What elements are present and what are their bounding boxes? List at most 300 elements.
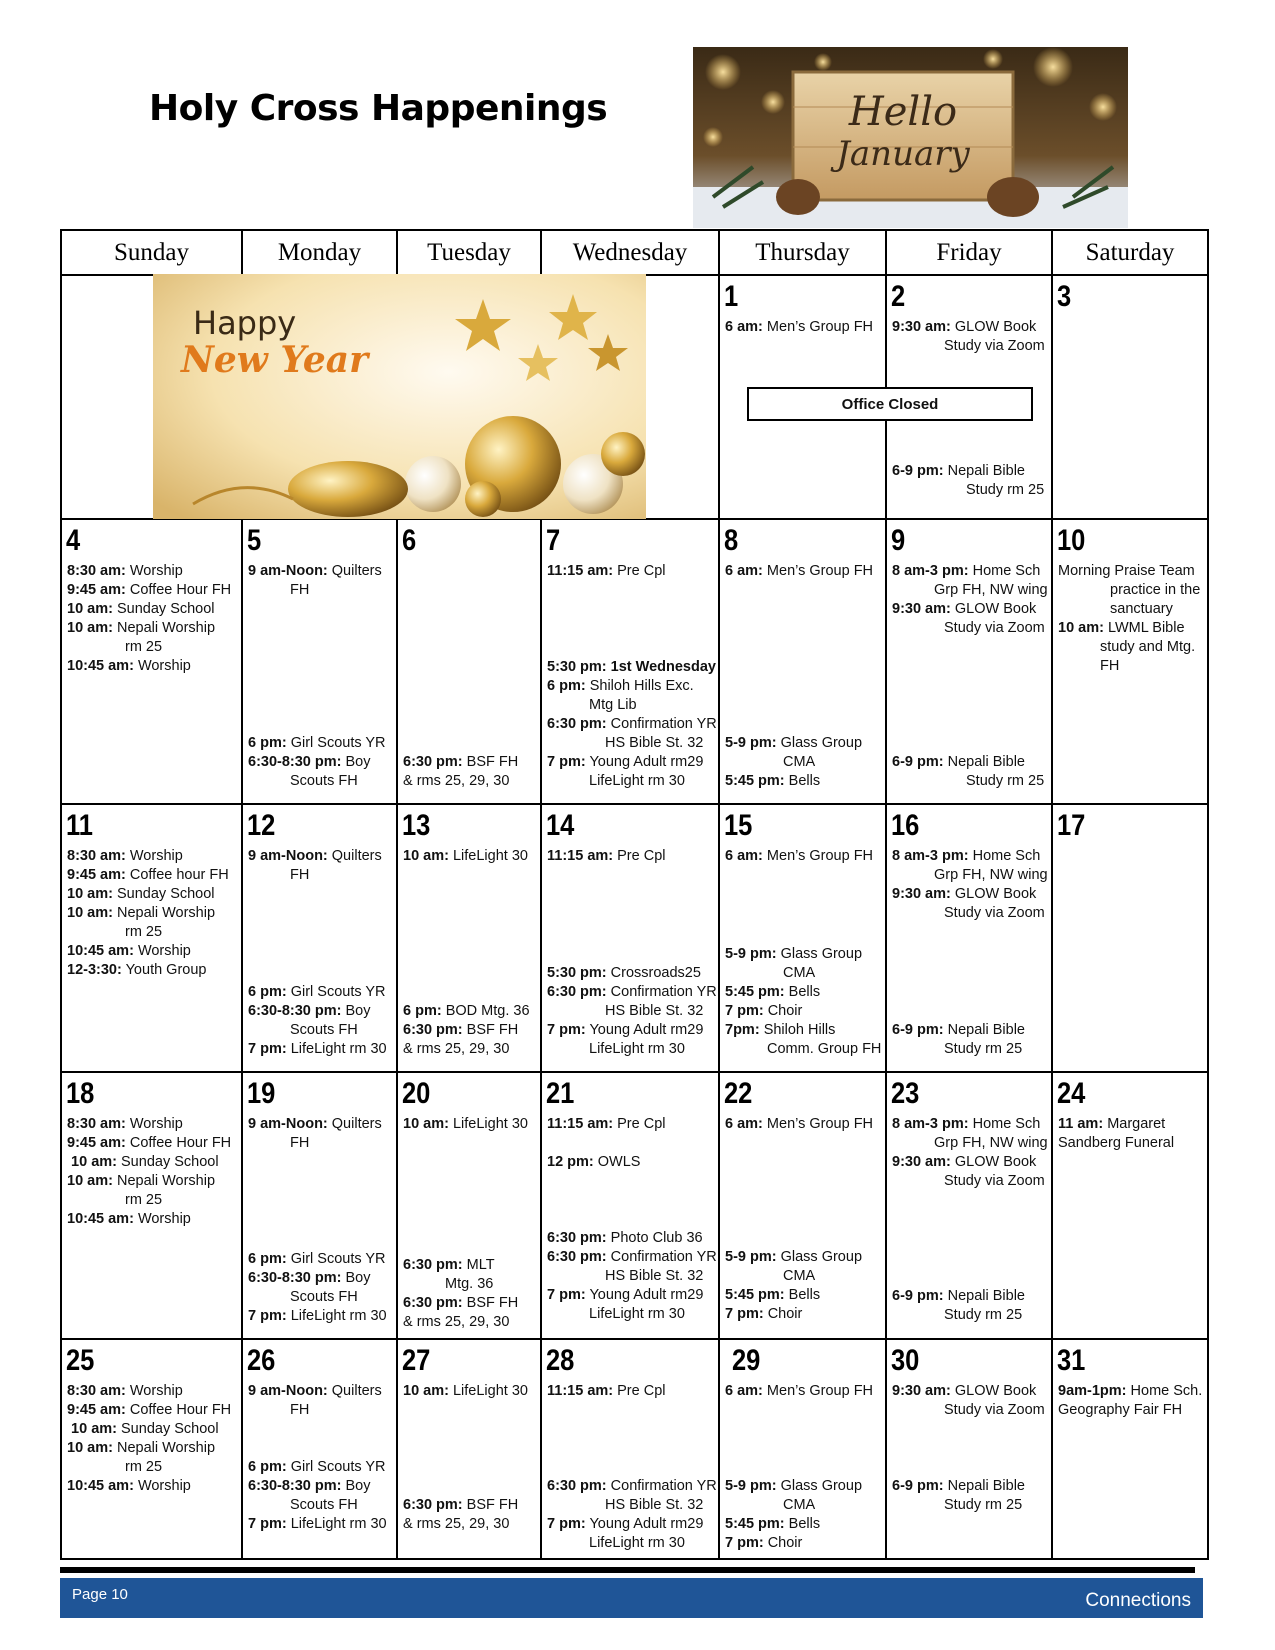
event-time: 6 pm:: [248, 1251, 287, 1267]
day-cell-25[interactable]: [62, 1340, 243, 1560]
day-events: [67, 562, 238, 676]
event-time: 6 pm:: [403, 1003, 442, 1019]
day-cell-8[interactable]: [720, 520, 887, 805]
event-time: 6-9 pm:: [892, 1022, 944, 1038]
event-time: 10 am:: [403, 1383, 449, 1399]
day-events: [547, 847, 715, 866]
event-desc: Boy: [345, 1003, 371, 1019]
event-desc: Glass Group: [780, 1249, 863, 1265]
day-events: [547, 658, 715, 791]
event-desc-cont: Sandberg Funeral: [1058, 1135, 1175, 1151]
day-events: [547, 964, 715, 1059]
event-time: 6 am:: [725, 563, 763, 579]
event-time: 5-9 pm:: [725, 946, 777, 962]
event-time: 9:45 am:: [67, 1135, 126, 1151]
event-desc-cont: study and Mtg.: [1100, 639, 1196, 655]
day-number: 29: [732, 1344, 761, 1377]
event-desc: Young Adult rm29: [589, 1516, 704, 1532]
day-events: [892, 1382, 1048, 1420]
event-time: 5:45 pm:: [725, 773, 785, 789]
event-time: 9 am-Noon:: [248, 848, 328, 864]
event-desc: Worship: [137, 658, 191, 674]
event-desc: Nepali Bible: [947, 1022, 1025, 1038]
event-time: 6-9 pm:: [892, 1288, 944, 1304]
day-cell-28[interactable]: [542, 1340, 720, 1560]
day-number: 5: [247, 524, 262, 557]
day-cell-26[interactable]: [243, 1340, 398, 1560]
event-desc: Choir: [767, 1306, 803, 1322]
event-desc: LifeLight rm 30: [290, 1041, 387, 1057]
event-time: 7pm:: [725, 1022, 760, 1038]
day-events: [1058, 562, 1204, 676]
event-desc: Men’s Group FH: [766, 848, 874, 864]
event-desc: Worship: [129, 848, 183, 864]
event-time: 5-9 pm:: [725, 1478, 777, 1494]
day-number: 9: [891, 524, 906, 557]
event-time: 12 pm:: [547, 1154, 594, 1170]
event-time: 6-9 pm:: [892, 754, 944, 770]
event-desc-cont: Scouts FH: [290, 1289, 358, 1305]
event-time: 11:15 am:: [547, 1383, 614, 1399]
event-time: 6:30 pm:: [403, 1497, 463, 1513]
event-time: 10:45 am:: [67, 943, 134, 959]
event-desc: Sunday School: [116, 601, 215, 617]
day-events: [547, 1229, 715, 1324]
event-desc-cont: HS Bible St. 32: [605, 735, 704, 751]
event-desc: Bells: [788, 984, 821, 1000]
day-number: 23: [891, 1077, 920, 1110]
day-cell-5[interactable]: [243, 520, 398, 805]
event-time: 6 pm:: [547, 678, 586, 694]
event-desc: LifeLight rm 30: [290, 1516, 387, 1532]
event-time: 10:45 am:: [67, 658, 134, 674]
hello-text: Hello: [848, 89, 958, 135]
event-time: 6:30 pm:: [403, 1257, 463, 1273]
day-events: [1058, 1382, 1204, 1420]
event-desc: GLOW Book: [954, 1383, 1037, 1399]
office-closed-note: Office Closed: [747, 387, 1033, 421]
event-desc: LifeLight rm 30: [290, 1308, 387, 1324]
event-time: 7 pm:: [248, 1516, 287, 1532]
january-text: January: [836, 134, 970, 174]
day-cell-16[interactable]: [887, 805, 1053, 1073]
event-desc: Confirmation YR: [610, 716, 717, 732]
event-desc: BSF FH: [466, 754, 519, 770]
day-cell-30[interactable]: [887, 1340, 1053, 1560]
day-cell-7[interactable]: [542, 520, 720, 805]
day-number: 1: [724, 280, 739, 313]
event-desc-cont: FH: [290, 1135, 310, 1151]
day-cell-21[interactable]: [542, 1073, 720, 1340]
day-number: 13: [402, 809, 431, 842]
day-number: 24: [1057, 1077, 1086, 1110]
event-desc-cont: sanctuary: [1110, 601, 1173, 617]
event-time: 6:30 pm:: [403, 1022, 463, 1038]
day-number: 12: [247, 809, 276, 842]
event-time: 6:30 pm:: [547, 1478, 607, 1494]
event-desc-cont: Scouts FH: [290, 1497, 358, 1513]
weekday-tuesday: Tuesday: [398, 231, 542, 276]
event-time: 9:30 am:: [892, 319, 951, 335]
event-desc: Boy: [345, 754, 371, 770]
event-desc: Men’s Group FH: [766, 319, 874, 335]
day-events: [248, 562, 393, 600]
day-number: 31: [1057, 1344, 1086, 1377]
event-desc: Choir: [767, 1003, 803, 1019]
day-events: [403, 1496, 537, 1534]
event-time: 10 am:: [67, 1440, 113, 1456]
event-time: 5-9 pm:: [725, 735, 777, 751]
event-time: 10 am:: [67, 1173, 113, 1189]
event-desc: Home Sch: [972, 563, 1041, 579]
event-time: 6:30 pm:: [547, 1249, 607, 1265]
event-desc: Coffee Hour FH: [129, 1402, 232, 1418]
weekday-saturday: Saturday: [1053, 231, 1207, 276]
event-desc-cont: Study rm 25: [944, 1307, 1023, 1323]
hello-january-image: [693, 47, 1128, 228]
event-desc: Nepali Bible: [947, 754, 1025, 770]
event-desc-cont: & rms 25, 29, 30: [403, 1516, 510, 1532]
day-cell-27[interactable]: [398, 1340, 542, 1560]
day-events: [403, 1115, 537, 1134]
event-desc: BOD Mtg. 36: [445, 1003, 530, 1019]
event-desc: 1st Wednesday: [610, 659, 716, 675]
event-desc: Quilters: [331, 563, 382, 579]
day-events: [725, 1477, 882, 1553]
day-events: [725, 734, 882, 791]
day-cell-22[interactable]: [720, 1073, 887, 1340]
event-desc: GLOW Book: [954, 886, 1037, 902]
event-desc: Glass Group: [780, 1478, 863, 1494]
day-cell-3[interactable]: [1053, 276, 1207, 520]
event-desc-cont: FH: [290, 1402, 310, 1418]
event-desc-cont: HS Bible St. 32: [605, 1003, 704, 1019]
day-events: [403, 753, 537, 791]
event-desc: Photo Club 36: [610, 1230, 703, 1246]
event-desc: Sunday School: [116, 886, 215, 902]
event-desc: Boy: [345, 1270, 371, 1286]
day-number: 2: [891, 280, 906, 313]
event-desc: Worship: [129, 1116, 183, 1132]
event-time: 11 am:: [1058, 1116, 1104, 1132]
event-desc-cont: FH: [1100, 658, 1120, 674]
event-desc: Worship: [129, 1383, 183, 1399]
event-time: 6 am:: [725, 1116, 763, 1132]
event-time: 6 pm:: [248, 735, 287, 751]
day-events: [725, 318, 882, 337]
event-desc: Men’s Group FH: [766, 1116, 874, 1132]
event-desc: Confirmation YR: [610, 1249, 717, 1265]
event-desc: Morning Praise Team: [1058, 563, 1195, 579]
event-time: 9 am-Noon:: [248, 1116, 328, 1132]
event-desc: Glass Group: [780, 946, 863, 962]
event-desc: LifeLight 30: [452, 848, 528, 864]
event-desc: Quilters: [331, 1116, 382, 1132]
event-desc: Nepali Bible: [947, 1288, 1025, 1304]
event-time: 5:45 pm:: [725, 984, 785, 1000]
event-time: 10 am:: [1058, 620, 1104, 636]
day-number: 3: [1057, 280, 1072, 313]
event-desc: Worship: [137, 1211, 191, 1227]
event-desc: Young Adult rm29: [589, 1022, 704, 1038]
event-desc: Nepali Worship: [116, 1440, 216, 1456]
event-desc: Pre Cpl: [617, 1383, 666, 1399]
day-events: [67, 1382, 238, 1496]
day-cell-19[interactable]: [243, 1073, 398, 1340]
event-desc: Coffee Hour FH: [129, 1135, 232, 1151]
event-desc: Men’s Group FH: [766, 563, 874, 579]
event-time: 5:30 pm:: [547, 965, 607, 981]
event-time: 6 pm:: [248, 1459, 287, 1475]
event-desc: Worship: [137, 943, 191, 959]
event-desc: Shiloh Hills: [763, 1022, 836, 1038]
day-cell-17[interactable]: [1053, 805, 1207, 1073]
event-time: 5-9 pm:: [725, 1249, 777, 1265]
event-desc: Quilters: [331, 1383, 382, 1399]
day-cell-14[interactable]: [542, 805, 720, 1073]
event-time: 8 am-3 pm:: [892, 848, 969, 864]
event-desc: Boy: [345, 1478, 371, 1494]
event-desc-cont: Study via Zoom: [944, 620, 1045, 636]
event-desc-cont: Comm. Group FH: [767, 1041, 882, 1057]
event-desc-cont: CMA: [783, 965, 816, 981]
event-desc: Young Adult rm29: [589, 1287, 704, 1303]
day-cell-4[interactable]: [62, 520, 243, 805]
event-desc: Sunday School: [121, 1154, 219, 1170]
event-desc-cont: rm 25: [125, 1192, 163, 1208]
day-events: [67, 1115, 238, 1229]
event-desc-cont: Scouts FH: [290, 1022, 358, 1038]
day-events: [547, 1153, 715, 1172]
day-events: [248, 1250, 393, 1326]
event-desc: Home Sch.: [1130, 1383, 1203, 1399]
day-number: 30: [891, 1344, 920, 1377]
event-desc: Choir: [767, 1535, 803, 1551]
event-time: 11:15 am:: [547, 848, 614, 864]
event-desc: Youth Group: [125, 962, 207, 978]
event-time: 11:15 am:: [547, 563, 614, 579]
event-desc-cont: HS Bible St. 32: [605, 1268, 704, 1284]
day-cell-12[interactable]: [243, 805, 398, 1073]
day-number: 10: [1057, 524, 1086, 557]
day-events: [67, 847, 238, 980]
event-time: 9am-1pm:: [1058, 1383, 1127, 1399]
event-time: 7 pm:: [248, 1308, 287, 1324]
day-events: [403, 1256, 537, 1332]
event-desc-cont: & rms 25, 29, 30: [403, 1041, 510, 1057]
day-events: [892, 847, 1048, 923]
day-number: 28: [546, 1344, 575, 1377]
event-desc: Confirmation YR: [610, 1478, 717, 1494]
event-desc-cont: Study rm 25: [944, 1497, 1023, 1513]
event-time: 7 pm:: [248, 1041, 287, 1057]
event-desc-cont: Geography Fair FH: [1058, 1402, 1183, 1418]
event-time: 6 pm:: [248, 984, 287, 1000]
event-desc: Worship: [129, 563, 183, 579]
day-number: 26: [247, 1344, 276, 1377]
event-desc: Coffee hour FH: [129, 867, 229, 883]
event-time: 10 am:: [71, 1154, 117, 1170]
day-number: 22: [724, 1077, 753, 1110]
day-cell-11[interactable]: [62, 805, 243, 1073]
event-time: 6 am:: [725, 1383, 763, 1399]
event-desc: Bells: [788, 1287, 821, 1303]
day-cell-6[interactable]: [398, 520, 542, 805]
day-number: 6: [402, 524, 417, 557]
event-desc-cont: Study rm 25: [966, 482, 1045, 498]
event-desc-cont: rm 25: [125, 1459, 163, 1475]
day-events: [725, 847, 882, 866]
event-time: 5:30 pm:: [547, 659, 607, 675]
event-desc-cont: Study via Zoom: [944, 905, 1045, 921]
event-desc: Worship: [137, 1478, 191, 1494]
day-number: 4: [66, 524, 81, 557]
event-desc: Glass Group: [780, 735, 863, 751]
day-events: [892, 1021, 1048, 1059]
event-desc-cont: HS Bible St. 32: [605, 1497, 704, 1513]
event-time: 6:30-8:30 pm:: [248, 1478, 342, 1494]
day-events: [547, 1477, 715, 1553]
day-events: [248, 1115, 393, 1153]
day-cell-31[interactable]: [1053, 1340, 1207, 1560]
weekday-friday: Friday: [887, 231, 1053, 276]
event-time: 11:15 am:: [547, 1116, 614, 1132]
day-number: 25: [66, 1344, 95, 1377]
event-desc-cont: Grp FH, NW wing: [934, 867, 1048, 883]
event-time: 9:30 am:: [892, 886, 951, 902]
day-events: [547, 1382, 715, 1401]
event-desc-cont: rm 25: [125, 639, 163, 655]
event-time: 6:30 pm:: [547, 1230, 607, 1246]
event-desc: Nepali Bible: [947, 463, 1025, 479]
event-desc-cont: Scouts FH: [290, 773, 358, 789]
weekday-monday: Monday: [243, 231, 398, 276]
day-cell-13[interactable]: [398, 805, 542, 1073]
day-cell-24[interactable]: [1053, 1073, 1207, 1340]
event-time: 6:30 pm:: [547, 716, 607, 732]
day-events: [892, 1477, 1048, 1515]
day-events: [725, 1248, 882, 1324]
event-desc-cont: Grp FH, NW wing: [934, 582, 1048, 598]
event-time: 6:30 pm:: [403, 754, 463, 770]
day-events: [248, 1458, 393, 1534]
event-desc-cont: CMA: [783, 1268, 816, 1284]
event-desc-cont: CMA: [783, 754, 816, 770]
day-cell-10[interactable]: [1053, 520, 1207, 805]
day-number: 27: [402, 1344, 431, 1377]
happy-text: Happy: [193, 304, 297, 342]
event-time: 5:45 pm:: [725, 1516, 785, 1532]
weekday-wednesday: Wednesday: [542, 231, 720, 276]
day-events: [248, 983, 393, 1059]
event-time: 10:45 am:: [67, 1211, 134, 1227]
event-desc: BSF FH: [466, 1022, 519, 1038]
event-desc: Men’s Group FH: [766, 1383, 874, 1399]
event-time: 6:30-8:30 pm:: [248, 1270, 342, 1286]
event-desc-cont: FH: [290, 867, 310, 883]
event-desc: Bells: [788, 773, 821, 789]
day-events: [892, 318, 1048, 356]
event-desc: GLOW Book: [954, 1154, 1037, 1170]
event-time: 9:30 am:: [892, 1383, 951, 1399]
event-time: 8:30 am:: [67, 1116, 126, 1132]
day-number: 16: [891, 809, 920, 842]
event-desc: Nepali Worship: [116, 620, 216, 636]
day-events: [892, 753, 1048, 791]
event-desc: BSF FH: [466, 1295, 519, 1311]
day-number: 15: [724, 809, 753, 842]
event-time: 9:45 am:: [67, 867, 126, 883]
day-number: 7: [546, 524, 561, 557]
event-desc-cont: & rms 25, 29, 30: [403, 1314, 510, 1330]
event-time: 10 am:: [67, 905, 113, 921]
day-number: 18: [66, 1077, 95, 1110]
event-time: 7 pm:: [547, 754, 586, 770]
event-desc: BSF FH: [466, 1497, 519, 1513]
event-desc: Home Sch: [972, 848, 1041, 864]
event-desc: Margaret: [1107, 1116, 1166, 1132]
day-cell-9[interactable]: [887, 520, 1053, 805]
event-desc: Girl Scouts YR: [290, 1251, 386, 1267]
new-year-text: New Year: [181, 339, 369, 381]
event-desc: Nepali Worship: [116, 1173, 216, 1189]
day-cell-18[interactable]: [62, 1073, 243, 1340]
event-desc-cont: practice in the: [1110, 582, 1201, 598]
event-desc: LifeLight 30: [452, 1116, 528, 1132]
event-desc: Pre Cpl: [617, 1116, 666, 1132]
event-time: 10 am:: [71, 1421, 117, 1437]
event-time: 6-9 pm:: [892, 463, 944, 479]
event-desc-cont: Grp FH, NW wing: [934, 1135, 1048, 1151]
happy-new-year-image: [153, 274, 646, 519]
event-time: 5:45 pm:: [725, 1287, 785, 1303]
event-desc-cont: LifeLight rm 30: [589, 773, 685, 789]
event-desc-cont: Study rm 25: [944, 1041, 1023, 1057]
event-desc: Coffee Hour FH: [129, 582, 232, 598]
day-number: 11: [66, 809, 93, 842]
day-cell-20[interactable]: [398, 1073, 542, 1340]
event-desc-cont: Study rm 25: [966, 773, 1045, 789]
event-time: 7 pm:: [725, 1306, 764, 1322]
event-time: 10 am:: [403, 1116, 449, 1132]
event-desc-cont: Mtg. 36: [445, 1276, 494, 1292]
day-events: [248, 1382, 393, 1420]
event-desc: Young Adult rm29: [589, 754, 704, 770]
day-events: [892, 1115, 1048, 1191]
event-desc-cont: LifeLight rm 30: [589, 1535, 685, 1551]
day-events: [403, 1002, 537, 1059]
event-desc: Shiloh Hills Exc.: [589, 678, 694, 694]
event-time: 7 pm:: [547, 1022, 586, 1038]
event-time: 12-3:30:: [67, 962, 122, 978]
day-cell-23[interactable]: [887, 1073, 1053, 1340]
event-desc-cont: FH: [290, 582, 310, 598]
event-time: 9:45 am:: [67, 1402, 126, 1418]
day-events: [725, 1115, 882, 1134]
event-desc-cont: Study via Zoom: [944, 1402, 1045, 1418]
event-time: 10 am:: [67, 601, 113, 617]
event-time: 7 pm:: [547, 1287, 586, 1303]
day-cell-29[interactable]: [720, 1340, 887, 1560]
event-desc: GLOW Book: [954, 319, 1037, 335]
day-events: [725, 945, 882, 1059]
event-time: 7 pm:: [547, 1516, 586, 1532]
event-time: 10:45 am:: [67, 1478, 134, 1494]
event-time: 9:30 am:: [892, 1154, 951, 1170]
day-events: [725, 562, 882, 581]
day-cell-15[interactable]: [720, 805, 887, 1073]
event-desc-cont: LifeLight rm 30: [589, 1041, 685, 1057]
